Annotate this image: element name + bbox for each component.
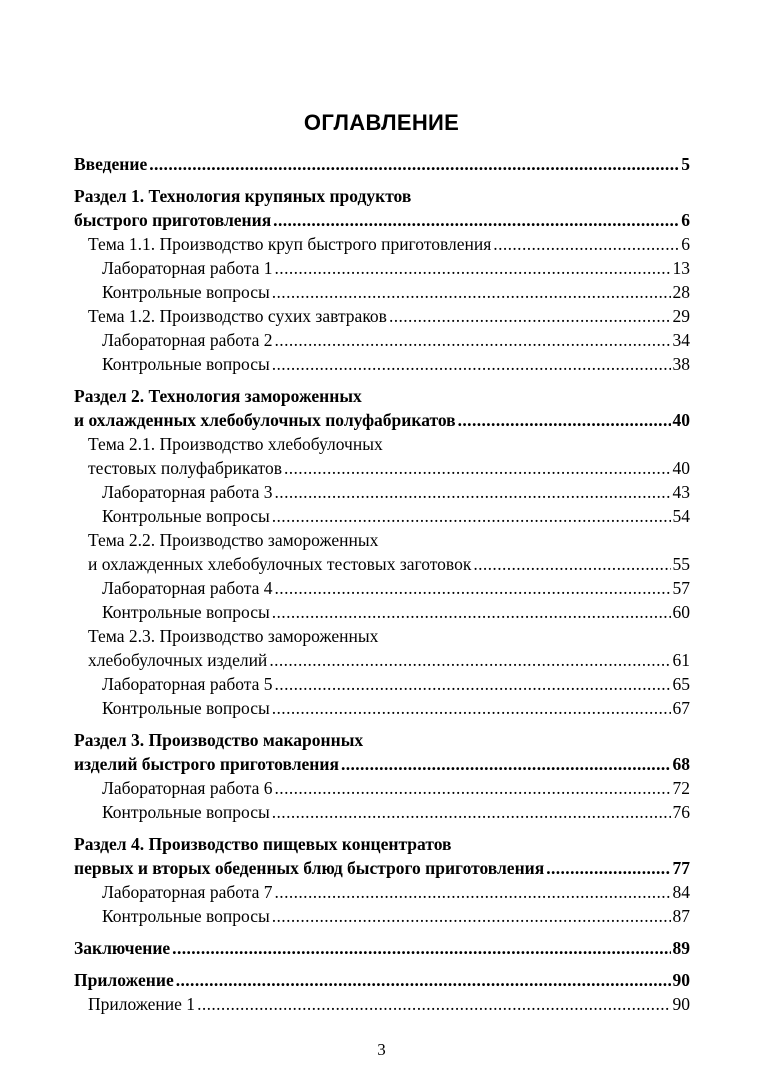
table-of-contents xyxy=(74,152,690,1016)
toc-entry xyxy=(74,232,690,256)
page-number: 3 xyxy=(377,1040,386,1059)
toc-entry xyxy=(74,456,690,480)
toc-entry-page: 87 xyxy=(672,906,690,926)
toc-entry xyxy=(74,904,690,928)
toc-entry-text: Контрольные вопросы xyxy=(102,698,270,718)
dot-leader xyxy=(275,328,671,352)
toc-entry-text: Раздел 3. Производство макаронных xyxy=(74,730,364,750)
dot-leader xyxy=(473,552,670,576)
toc-entry-text: Раздел 2. Технология замороженных xyxy=(74,386,362,406)
toc-entry-page: 6 xyxy=(681,234,690,254)
dot-leader xyxy=(493,232,679,256)
dot-leader xyxy=(176,968,671,992)
toc-entry-text: Заключение xyxy=(74,938,171,958)
toc-entry-text: изделий быстрого приготовления xyxy=(74,754,339,774)
toc-entry xyxy=(74,672,690,696)
toc-entry-page: 76 xyxy=(672,802,690,822)
toc-entry-page: 6 xyxy=(681,210,690,230)
dot-leader xyxy=(275,576,671,600)
toc-entry-page: 90 xyxy=(672,970,690,990)
toc-entry-page: 5 xyxy=(681,154,690,174)
toc-entry-text: Лабораторная работа 7 xyxy=(102,882,273,902)
toc-entry-text: и охлажденных хлебобулочных тестовых заготовок xyxy=(88,554,472,574)
toc-entry xyxy=(74,208,690,232)
toc-entry-page: 38 xyxy=(672,354,690,374)
dot-leader xyxy=(341,752,671,776)
toc-entry xyxy=(74,968,690,992)
toc-entry-text: Контрольные вопросы xyxy=(102,506,270,526)
toc-entry xyxy=(74,880,690,904)
toc-entry-page: 89 xyxy=(672,938,690,958)
toc-entry-text: Тема 2.1. Производство хлебобулочных xyxy=(88,434,383,454)
toc-entry xyxy=(74,600,690,624)
toc-entry-page: 54 xyxy=(672,506,690,526)
toc-entry-text: Контрольные вопросы xyxy=(102,282,270,302)
toc-entry-page: 57 xyxy=(672,578,690,598)
toc-entry-page: 84 xyxy=(672,882,690,902)
toc-entry xyxy=(74,256,690,280)
toc-entry xyxy=(74,280,690,304)
toc-entry-text: тестовых полуфабрикатов xyxy=(88,458,282,478)
toc-entry-text: Тема 2.2. Производство замороженных xyxy=(88,530,379,550)
toc-entry-text: первых и вторых обеденных блюд быстрого приготовления xyxy=(74,858,545,878)
toc-entry-page: 90 xyxy=(672,994,690,1014)
toc-entry-text: Раздел 1. Технология крупяных продуктов xyxy=(74,186,412,206)
toc-entry xyxy=(74,832,690,856)
toc-entry xyxy=(74,408,690,432)
toc-entry-page: 29 xyxy=(672,306,690,326)
dot-leader xyxy=(275,672,671,696)
toc-entry-text: Приложение xyxy=(74,970,174,990)
toc-entry-text: быстрого приготовления xyxy=(74,210,272,230)
toc-entry xyxy=(74,624,690,648)
toc-entry-text: Лабораторная работа 5 xyxy=(102,674,273,694)
toc-entry-text: Лабораторная работа 3 xyxy=(102,482,273,502)
toc-entry-page: 13 xyxy=(672,258,690,278)
dot-leader xyxy=(172,936,670,960)
toc-entry xyxy=(74,648,690,672)
toc-entry xyxy=(74,992,690,1016)
toc-entry xyxy=(74,352,690,376)
dot-leader xyxy=(272,280,671,304)
toc-entry xyxy=(74,480,690,504)
toc-entry xyxy=(74,328,690,352)
toc-entry xyxy=(74,184,690,208)
toc-entry-text: Тема 1.2. Производство сухих завтраков xyxy=(88,306,387,326)
toc-entry-text: Контрольные вопросы xyxy=(102,354,270,374)
toc-entry xyxy=(74,304,690,328)
toc-entry xyxy=(74,552,690,576)
toc-entry-text: хлебобулочных изделий xyxy=(88,650,268,670)
toc-entry xyxy=(74,800,690,824)
toc-entry xyxy=(74,152,690,176)
toc-entry-text: Контрольные вопросы xyxy=(102,602,270,622)
toc-entry-page: 77 xyxy=(672,858,690,878)
toc-entry xyxy=(74,504,690,528)
dot-leader xyxy=(273,208,679,232)
dot-leader xyxy=(272,904,671,928)
toc-entry xyxy=(74,528,690,552)
toc-entry-text: Раздел 4. Производство пищевых концентратов xyxy=(74,834,452,854)
toc-entry-text: Контрольные вопросы xyxy=(102,802,270,822)
dot-leader xyxy=(275,480,671,504)
dot-leader xyxy=(272,800,671,824)
toc-entry xyxy=(74,728,690,752)
toc-entry-text: Лабораторная работа 4 xyxy=(102,578,273,598)
toc-entry-page: 68 xyxy=(672,754,690,774)
toc-entry-page: 61 xyxy=(672,650,690,670)
dot-leader xyxy=(272,352,671,376)
dot-leader xyxy=(269,648,670,672)
dot-leader xyxy=(272,504,671,528)
toc-entry-page: 60 xyxy=(672,602,690,622)
dot-leader xyxy=(272,600,671,624)
toc-entry-page: 55 xyxy=(672,554,690,574)
toc-entry-text: Приложение 1 xyxy=(88,994,196,1014)
toc-entry-page: 28 xyxy=(672,282,690,302)
toc-entry xyxy=(74,856,690,880)
toc-entry-page: 40 xyxy=(672,458,690,478)
dot-leader xyxy=(149,152,679,176)
dot-leader xyxy=(272,696,671,720)
dot-leader xyxy=(284,456,671,480)
page-title: ОГЛАВЛЕНИЕ xyxy=(303,110,460,135)
toc-entry-page: 65 xyxy=(672,674,690,694)
toc-entry-text: и охлажденных хлебобулочных полуфабрикатов xyxy=(74,410,456,430)
toc-entry-text: Контрольные вопросы xyxy=(102,906,270,926)
toc-entry-text: Тема 1.1. Производство круп быстрого приготовления xyxy=(88,234,492,254)
toc-entry xyxy=(74,776,690,800)
toc-entry-text: Введение xyxy=(74,154,148,174)
toc-entry-page: 40 xyxy=(672,410,690,430)
toc-entry xyxy=(74,696,690,720)
dot-leader xyxy=(389,304,671,328)
dot-leader xyxy=(197,992,670,1016)
toc-entry xyxy=(74,432,690,456)
toc-entry-page: 43 xyxy=(672,482,690,502)
toc-entry xyxy=(74,576,690,600)
toc-entry-page: 67 xyxy=(672,698,690,718)
dot-leader xyxy=(458,408,671,432)
dot-leader xyxy=(275,776,671,800)
dot-leader xyxy=(275,880,671,904)
toc-entry xyxy=(74,936,690,960)
toc-entry xyxy=(74,384,690,408)
toc-entry-page: 34 xyxy=(672,330,690,350)
toc-entry-text: Лабораторная работа 1 xyxy=(102,258,273,278)
toc-entry-page: 72 xyxy=(672,778,690,798)
toc-entry-text: Тема 2.3. Производство замороженных xyxy=(88,626,379,646)
toc-entry-text: Лабораторная работа 6 xyxy=(102,778,273,798)
dot-leader xyxy=(275,256,671,280)
toc-entry-text: Лабораторная работа 2 xyxy=(102,330,273,350)
dot-leader xyxy=(546,856,670,880)
toc-entry xyxy=(74,752,690,776)
